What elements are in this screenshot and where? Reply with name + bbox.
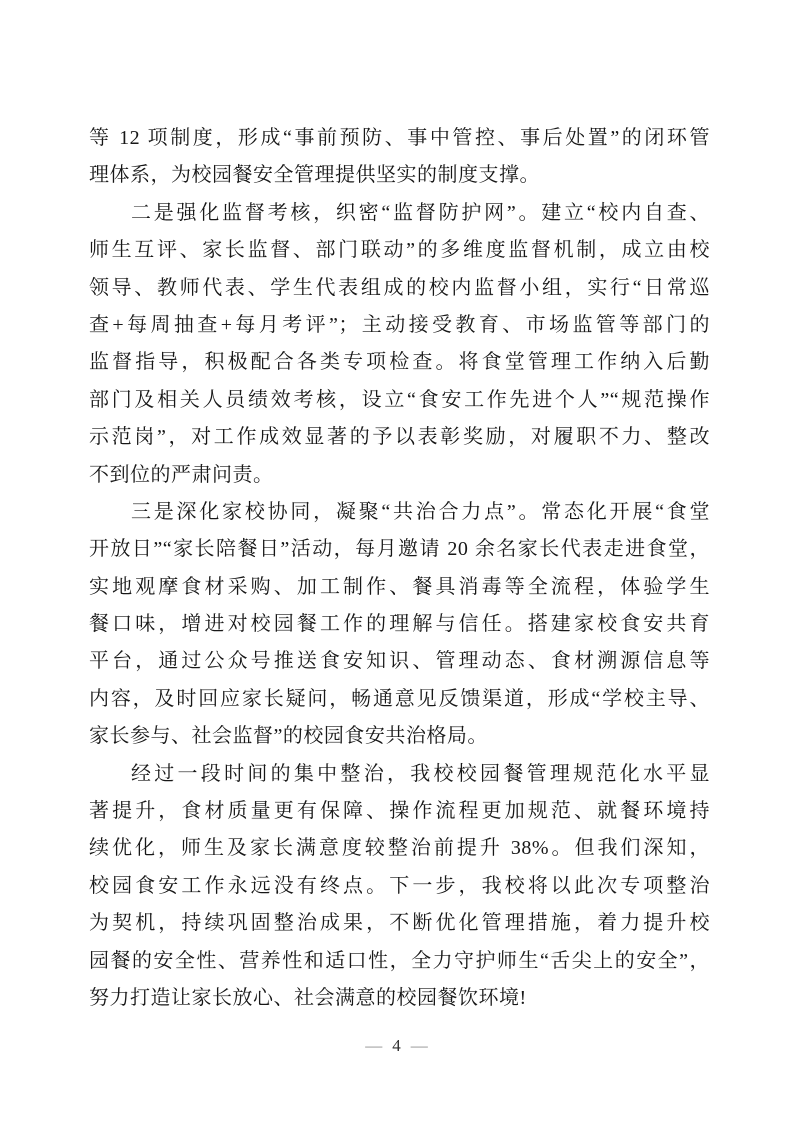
text-line: 监督指导，积极配合各类专项检查。将食堂管理工作纳入后勤	[89, 351, 710, 374]
text-line: 家长参与、社会监督”的校园食安共治格局。	[89, 725, 488, 748]
text-line: 内容，及时回应家长疑问，畅通意见反馈渠道，形成“学校主导、	[89, 687, 710, 710]
text-line: 查+每周抽查+每月考评”；主动接受教育、市场监管等部门的	[89, 313, 710, 336]
text-line: 著提升，食材质量更有保障、操作流程更加规范、就餐环境持	[89, 800, 710, 823]
text-line: 续优化，师生及家长满意度较整治前提升 38%。但我们深知，	[89, 837, 710, 860]
footer-dash-right: —	[410, 1036, 428, 1055]
text-line: 为契机，持续巩固整治成果，不断优化管理措施，着力提升校	[89, 912, 710, 935]
text-line: 部门及相关人员绩效考核，设立“食安工作先进个人”“规范操作	[89, 388, 710, 411]
paragraph	[89, 494, 710, 756]
text-line: 不到位的严肃问责。	[89, 463, 274, 486]
paragraph	[89, 195, 710, 494]
text-line: 三是深化家校协同，凝聚“共治合力点”。常态化开展“食堂	[131, 500, 710, 523]
text-line: 餐口味，增进对校园餐工作的理解与信任。搭建家校食安共育	[89, 613, 710, 636]
text-line: 等 12 项制度，形成“事前预防、事中管控、事后处置”的闭环管	[89, 127, 710, 149]
text-line: 二是强化监督考核，织密“监督防护网”。建立“校内自查、	[131, 201, 710, 224]
text-line: 园餐的安全性、营养性和适口性，全力守护师生“舌尖上的安全”，	[89, 949, 710, 972]
text-line: 理体系，为校园餐安全管理提供坚实的制度支撑。	[89, 164, 540, 187]
text-line: 努力打造让家长放心、社会满意的校园餐饮环境!	[89, 986, 527, 1009]
paragraph	[89, 756, 710, 1018]
page-footer	[0, 1034, 793, 1058]
text-line: 领导、教师代表、学生代表组成的校内监督小组，实行“日常巡	[89, 276, 710, 299]
text-line: 示范岗”，对工作成效显著的予以表彰奖励，对履职不力、整改	[89, 426, 710, 449]
text-line: 校园食安工作永远没有终点。下一步，我校将以此次专项整治	[89, 874, 710, 897]
text-line: 师生互评、家长监督、部门联动”的多维度监督机制，成立由校	[89, 239, 710, 262]
text-line: 实地观摩食材采购、加工制作、餐具消毒等全流程，体验学生	[89, 575, 710, 598]
page-number: 4	[392, 1036, 401, 1055]
footer-dash-left: —	[365, 1036, 383, 1055]
text-line: 开放日”“家长陪餐日”活动，每月邀请 20 余名家长代表走进食堂，	[89, 538, 710, 561]
text-line: 平台，通过公众号推送食安知识、管理动态、食材溯源信息等	[89, 650, 710, 673]
text-block	[89, 120, 710, 1017]
paragraph	[89, 120, 710, 195]
text-line: 经过一段时间的集中整治，我校校园餐管理规范化水平显	[131, 762, 710, 785]
